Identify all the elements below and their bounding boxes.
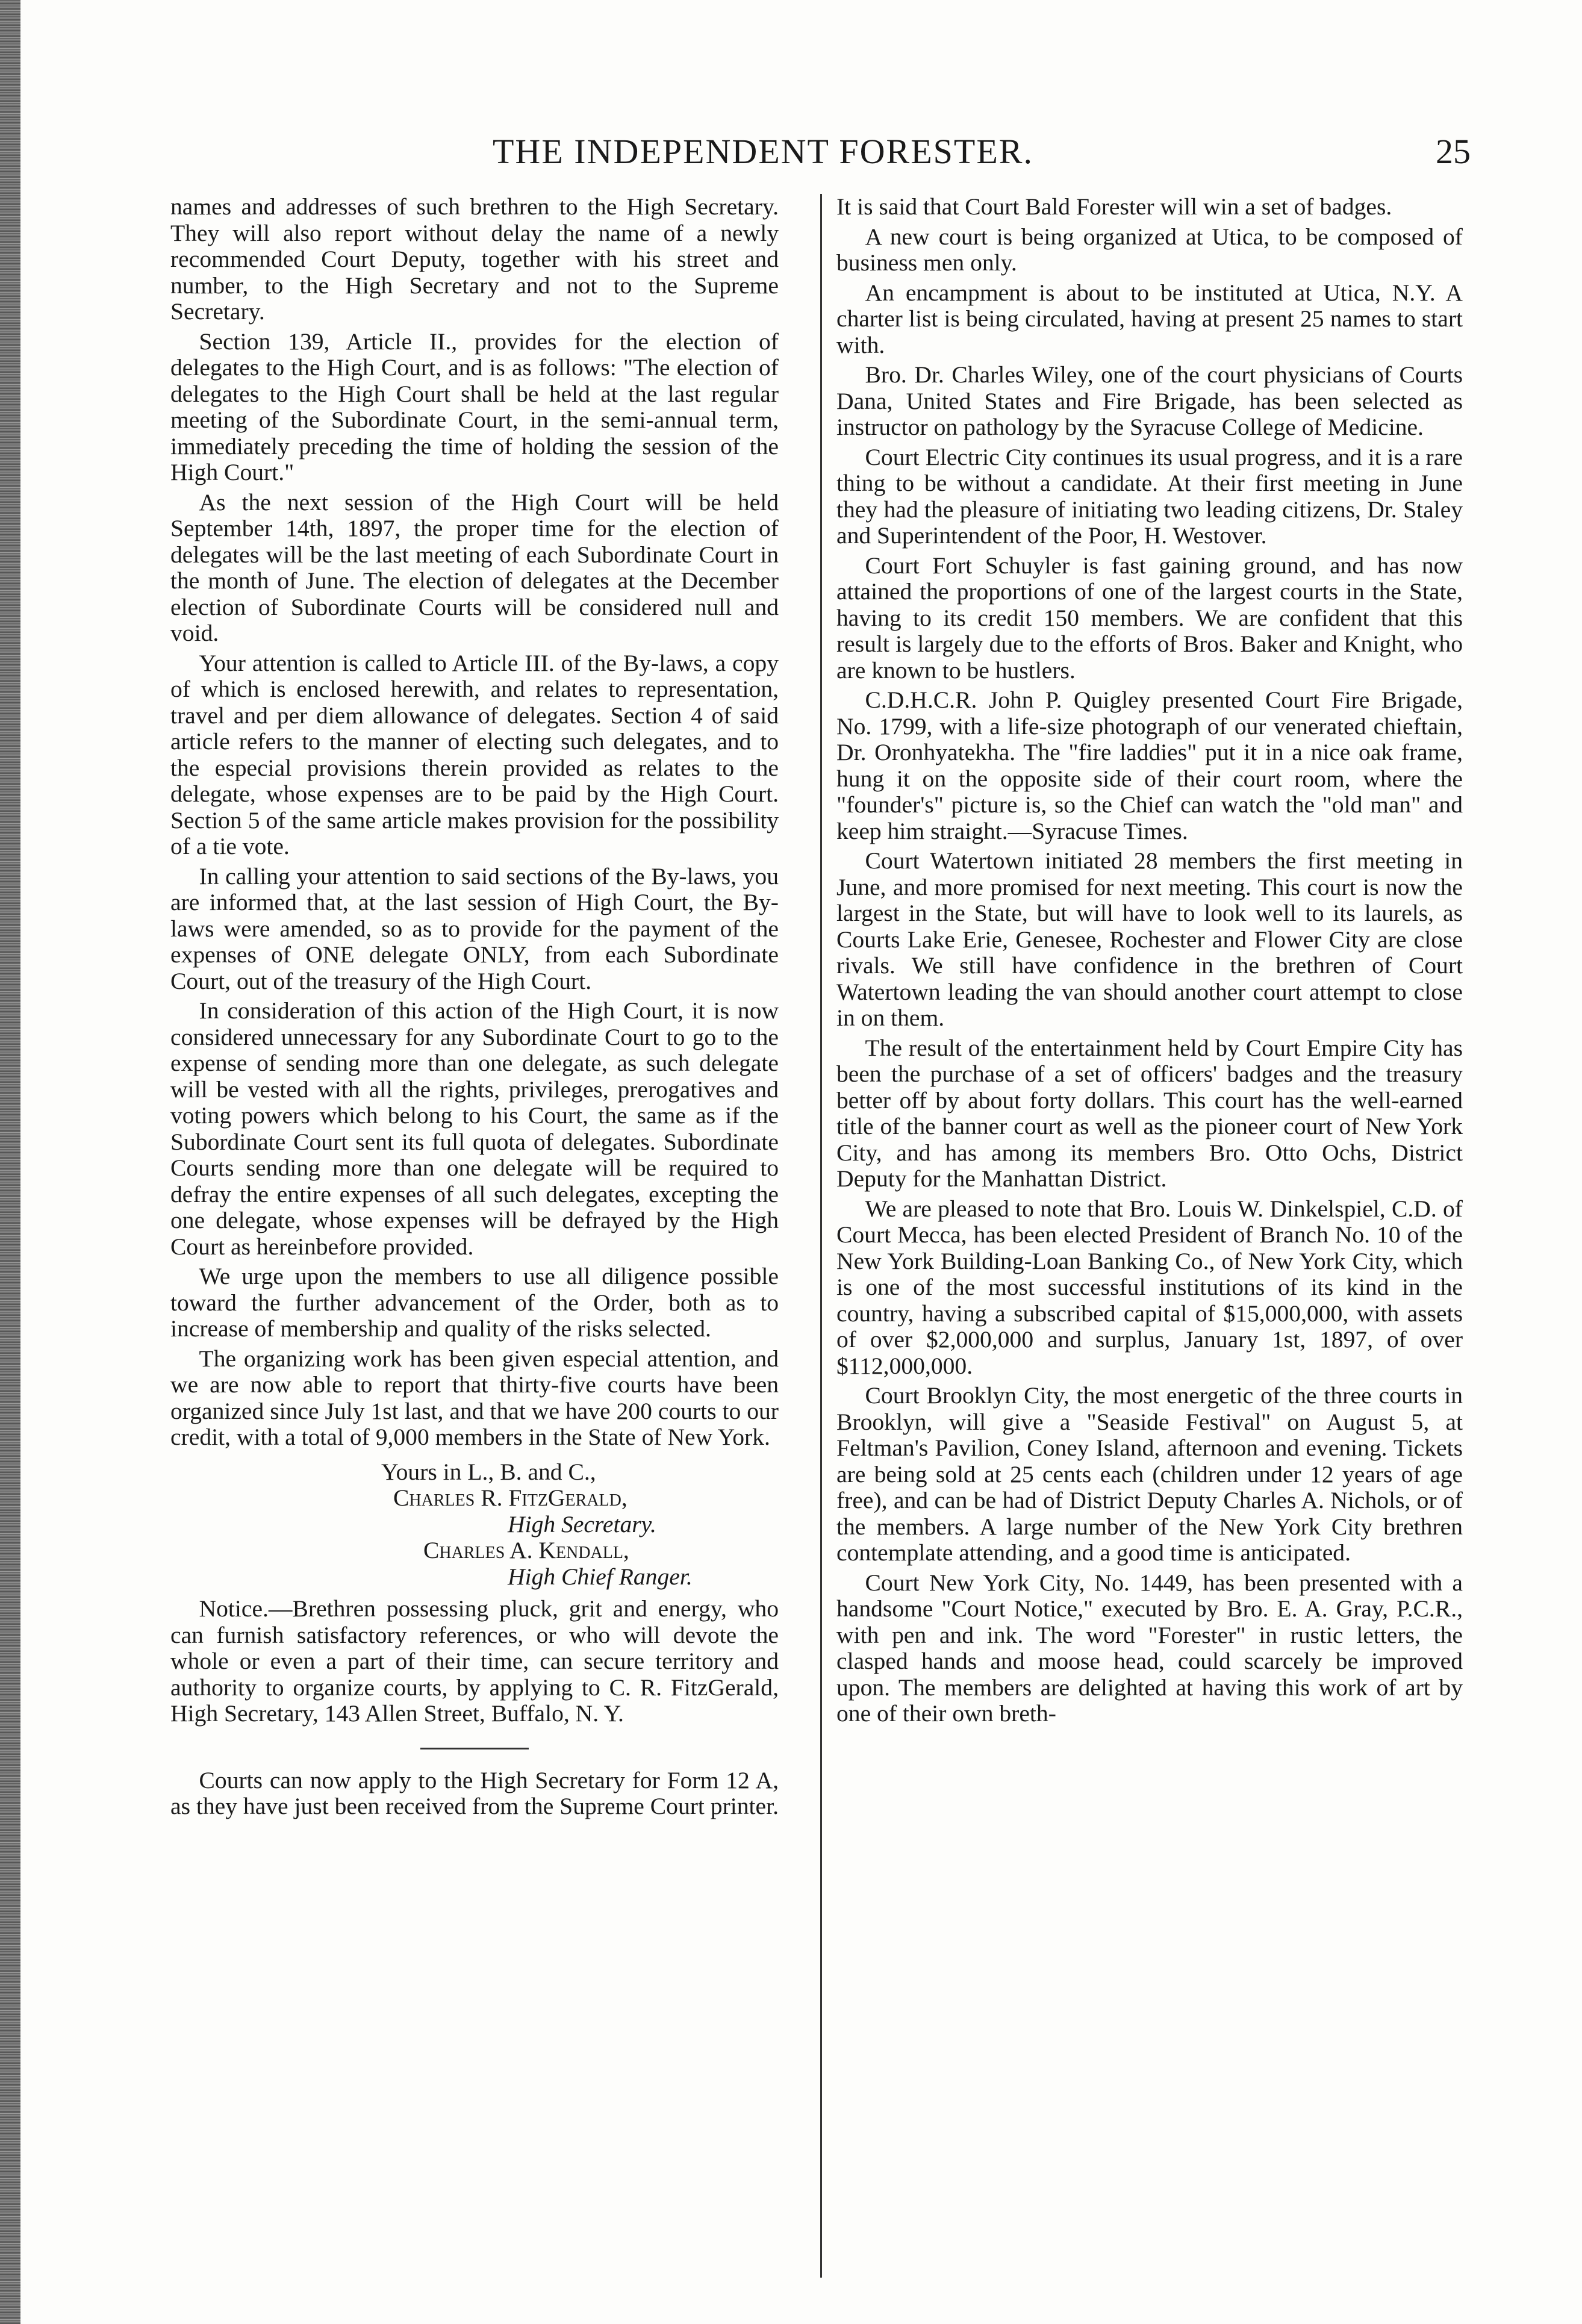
paragraph: Section 139, Article II., provides for the election of delegates to the High Court, and is as follows: "The election of delegates to the High Court shall be held at the last regular meeting of the Subordinate Court, in the semi-annual term, immediately preceding the time of holding the session of the High Court." bbox=[170, 328, 779, 485]
paragraph: Court Watertown initiated 28 members the first meeting in June, and more promised for next meeting. This court is now the largest in the State, but will have to look well to its laurels, as Courts Lake Erie, Genesee, Rochester and Flower City are close rivals. We still have confidence in the brethren of Court Watertown leading the van should another court attempt to close in on them. bbox=[836, 847, 1463, 1031]
page-binding-edge bbox=[0, 0, 20, 2324]
column-rule bbox=[820, 194, 822, 2278]
signatory-title: High Secretary. bbox=[508, 1510, 656, 1537]
left-column bbox=[170, 194, 779, 1824]
closing-line: Yours in L., B. and C., bbox=[381, 1458, 596, 1485]
paragraph: In consideration of this action of the High Court, it is now considered unnecessary for any Subordinate Court to go to the expense of sending more than one delegate, as such delegate will be vested with all the rights, privileges, prerogatives and voting powers which belong to his Court, the same as if the Subordinate Court sent its full quota of delegates. Subordinate Courts sending more than one delegate will be required to defray the entire expenses of all such delegates, excepting the one delegate, whose expenses will be defrayed by the High Court as hereinbefore provided. bbox=[170, 997, 779, 1260]
paragraph: An encampment is about to be instituted at Utica, N.Y. A charter list is being circulated, having at present 25 names to start with. bbox=[836, 279, 1463, 358]
section-divider bbox=[420, 1748, 529, 1749]
paragraph: Your attention is called to Article III. of the By-laws, a copy of which is enclosed herewith, and relates to representation, travel and per diem allowance of delegates. Section 4 of said article refers to the manner of electing such delegates, and to the especial provisions therein provided as relates to the delegate, whose expenses are to be paid by the High Court. Section 5 of the same article makes provision for the possibility of a tie vote. bbox=[170, 649, 779, 859]
paragraph: Court Brooklyn City, the most energetic of the three courts in Brooklyn, will give a "Seaside Festival" on August 5, at Feltman's Pavilion, Coney Island, afternoon and evening. Tickets are being sold at 25 cents each (children under 12 years of age free), and can be had of District Deputy Charles A. Nichols, or of the members. A large number of the New York City brethren contemplate attending, and a good time is anticipated. bbox=[836, 1382, 1463, 1566]
page-header bbox=[176, 131, 1471, 185]
paragraph: Courts can now apply to the High Secretary for Form 12 A, as they have just been received from the Supreme Court printer. bbox=[170, 1766, 779, 1819]
paragraph: We are pleased to note that Bro. Louis W. Dinkelspiel, C.D. of Court Mecca, has been elected President of Branch No. 10 of the New York Building-Loan Banking Co., of New York City, which is one of the most successful institutions of its kind in the country, having a subscribed capital of $15,000,000, with assets of over $2,000,000 and surplus, January 1st, 1897, of over $112,000,000. bbox=[836, 1195, 1463, 1379]
signature-block bbox=[170, 1459, 779, 1590]
paragraph: In calling your attention to said sections of the By-laws, you are informed that, at the last session of High Court, the By-laws were amended, so as to provide for the payment of the expenses of ONE delegate ONLY, from each Subordinate Court, out of the treasury of the High Court. bbox=[170, 862, 779, 994]
paragraph: The organizing work has been given especial attention, and we are now able to report that thirty-five courts have been organized since July 1st last, and that we have 200 courts to our credit, with a total of 9,000 members in the State of New York. bbox=[170, 1345, 779, 1450]
paragraph: The result of the entertainment held by Court Empire City has been the purchase of a set of officers' badges and the treasury better off by about forty dollars. This court has the well-earned title of the banner court as well as the pioneer court of New York City, and has among its members Bro. Otto Ochs, District Deputy for the Manhattan District. bbox=[836, 1034, 1463, 1192]
page-number: 25 bbox=[1436, 132, 1471, 171]
paragraph: A new court is being organized at Utica, to be composed of business men only. bbox=[836, 223, 1463, 276]
paragraph: We urge upon the members to use all diligence possible toward the further advancement of the Order, both as to increase of membership and quality of the risks selected. bbox=[170, 1263, 779, 1342]
signatory-name: Charles A. Kendall, bbox=[423, 1537, 629, 1563]
notice-paragraph: Notice.—Brethren possessing pluck, grit and energy, who can furnish satisfactory references, or who will devote the whole or even a part of their time, can secure territory and authority to organize courts, by applying to C. R. FitzGerald, High Secretary, 143 Allen Street, Buffalo, N. Y. bbox=[170, 1595, 779, 1727]
paragraph: C.D.H.C.R. John P. Quigley presented Court Fire Brigade, No. 1799, with a life-size photograph of our venerated chieftain, Dr. Oronhyatekha. The "fire laddies" put it in a nice oak frame, hung it on the opposite side of their court room, where the "founder's" picture is, so the Chief can watch the "old man" and keep him straight.—Syracuse Times. bbox=[836, 687, 1463, 844]
signatory-title: High Chief Ranger. bbox=[508, 1563, 693, 1590]
paragraph: Bro. Dr. Charles Wiley, one of the court physicians of Courts Dana, United States and Fire Brigade, has been selected as instructor on pathology by the Syracuse College of Medicine. bbox=[836, 361, 1463, 440]
running-title: THE INDEPENDENT FORESTER. bbox=[493, 132, 1033, 171]
paragraph: names and addresses of such brethren to the High Secretary. They will also report without delay the name of a newly recommended Court Deputy, together with his street and number, to the High Secretary and not to the Supreme Secretary. bbox=[170, 193, 779, 325]
paragraph: Court New York City, No. 1449, has been presented with a handsome "Court Notice," executed by Bro. E. A. Gray, P.C.R., with pen and ink. The word "Forester" in rustic letters, the clasped hands and moose head, could scarcely be improved upon. The members are delighted at having this work of art by one of their own breth- bbox=[836, 1569, 1463, 1727]
paragraph: It is said that Court Bald Forester will win a set of badges. bbox=[836, 193, 1392, 220]
paragraph: As the next session of the High Court will be held September 14th, 1897, the proper time for the election of delegates will be the last meeting of each Subordinate Court in the month of June. The election of delegates at the December election of Subordinate Courts will be considered null and void. bbox=[170, 488, 779, 646]
paragraph: Court Electric City continues its usual progress, and it is a rare thing to be without a candidate. At their first meeting in June they had the pleasure of initiating two leading citizens, Dr. Staley and Superintendent of the Poor, H. Westover. bbox=[836, 443, 1463, 549]
paragraph: Court Fort Schuyler is fast gaining ground, and has now attained the proportions of one of the largest courts in the State, having to its credit 150 members. We are confident that this result is largely due to the efforts of Bros. Baker and Knight, who are known to be hustlers. bbox=[836, 552, 1463, 684]
signatory-name: Charles R. FitzGerald, bbox=[393, 1484, 628, 1511]
right-column bbox=[836, 194, 1463, 1727]
